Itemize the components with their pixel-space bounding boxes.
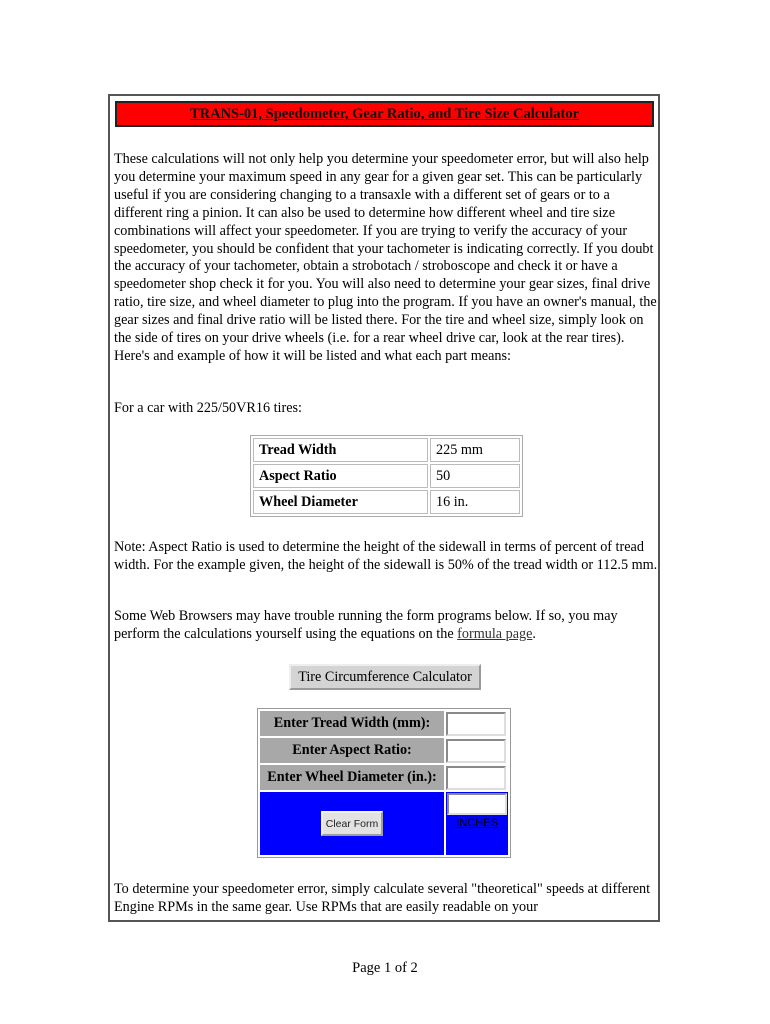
- tread-width-input[interactable]: [446, 712, 506, 736]
- tread-width-field-label: Enter Tread Width (mm):: [260, 711, 444, 736]
- table-row: [253, 464, 520, 488]
- browser-note-end: .: [532, 625, 536, 642]
- browser-note-text: Some Web Browsers may have trouble running the form programs below. If so, you may perform the calculations yourself using the equations on the: [114, 608, 618, 642]
- table-row: [253, 438, 520, 462]
- tread-width-label: Tread Width: [253, 438, 428, 462]
- content-frame: [108, 94, 660, 922]
- inches-unit-label: INCHES: [456, 817, 498, 829]
- browser-note: [114, 608, 660, 644]
- page-title: TRANS-01, Speedometer, Gear Ratio, and Tire Size Calculator: [115, 101, 654, 127]
- page-number: Page 1 of 2: [352, 960, 418, 976]
- tread-width-value: 225 mm: [430, 438, 520, 462]
- intro-paragraph: These calculations will not only help you determine your speedometer error, but will also help you determine your maximum speed in any gear for a given gear set. This can be particularly useful if you are considering changing to a transaxle with a different set of gears or to a different ring a pinion. It can also be used to determine how different wheel and tire size combinations will affect your speedometer. If you are trying to verify the accuracy of your speedometer, you should be confident that your tachometer is indicating correctly. If you doubt the accuracy of your tachometer, obtain a strobotach / stroboscope and check it or have a speedometer shop check it for you. You will also need to determine your gear sizes, final drive ratio, tire size, and wheel diameter to plug into the program. If you have an owner's manual, the gear sizes and final drive ratio will be listed there. For the tire and wheel size, simply look on the side of tires on your drive wheels (i.e. for a rear wheel drive car, look at the rear tires). Here's and example of how it will be listed and what each part means:: [114, 151, 657, 364]
- wheel-diameter-input[interactable]: [446, 766, 506, 790]
- result-cell: [446, 792, 508, 855]
- aspect-ratio-input[interactable]: [446, 739, 506, 763]
- circumference-result-field[interactable]: [447, 793, 507, 815]
- wheel-diameter-field-label: Enter Wheel Diameter (in.):: [260, 765, 444, 790]
- example-intro: For a car with 225/50VR16 tires:: [114, 400, 302, 416]
- tire-size-table: [250, 435, 523, 517]
- aspect-ratio-field-label: Enter Aspect Ratio:: [260, 738, 444, 763]
- wheel-diameter-label: Wheel Diameter: [253, 490, 428, 514]
- table-row: [253, 490, 520, 514]
- tire-calculator-form: [257, 708, 511, 858]
- wheel-diameter-value: 16 in.: [430, 490, 520, 514]
- tire-circumference-calculator-button[interactable]: Tire Circumference Calculator: [289, 664, 481, 690]
- closing-paragraph: To determine your speedometer error, simply calculate several "theoretical" speeds at different Engine RPMs in the same gear. Use RPMs that are easily readable on your: [114, 881, 651, 915]
- clear-form-button[interactable]: Clear Form: [321, 811, 383, 836]
- formula-page-link[interactable]: formula page: [457, 625, 533, 642]
- aspect-ratio-value: 50: [430, 464, 520, 488]
- clear-button-cell: [260, 792, 444, 855]
- aspect-ratio-note: Note: Aspect Ratio is used to determine the height of the sidewall in terms of percent of tread width. For the example given, the height of the sidewall is 50% of the tread width or 112.5 mm.: [114, 539, 658, 573]
- aspect-ratio-label: Aspect Ratio: [253, 464, 428, 488]
